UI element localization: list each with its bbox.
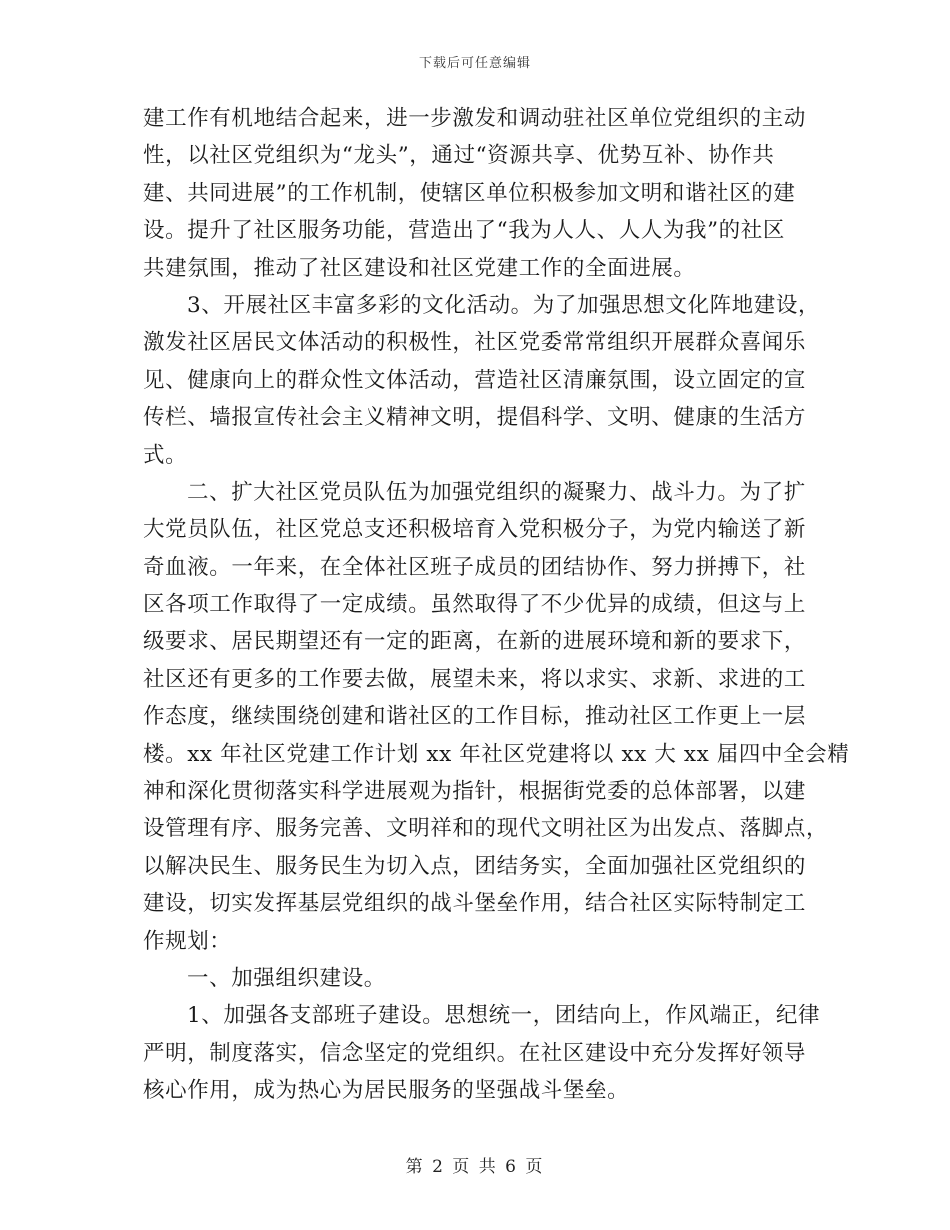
text-line: 共建氛围，推动了社区建设和社区党建工作的全面进展。 [143,255,696,281]
text-line: 区各项工作取得了一定成绩。虽然取得了不少优异的成绩，但这与上 [143,592,807,618]
text-line: 作规划： [143,928,232,954]
text-line: 设。提升了社区服务功能，营造出了“我为人人、人人为我”的社区 [143,218,785,244]
text-line: 大党员队伍，社区党总支还积极培育入党积极分子，为党内输送了新 [143,517,807,543]
page-number: 第 2 页 共 6 页 [405,1157,545,1177]
text-line: 激发社区居民文体活动的积极性，社区党委常常组织开展群众喜闻乐 [143,330,807,356]
paragraph-first-line: 3、开展社区丰富多彩的文化活动。为了加强思想文化阵地建设， [187,292,821,318]
text-line: 严明，制度落实，信念坚定的党组织。在社区建设中充分发挥好领导 [143,1040,807,1066]
text-line: 社区还有更多的工作要去做，展望未来，将以求实、求新、求进的工 [143,666,807,692]
paragraph-first-line: 1、加强各支部班子建设。思想统一，团结向上，作风端正，纪律 [187,1003,821,1029]
document-body [143,100,850,1110]
paragraph-first-line: 一、加强组织建设。 [187,965,386,991]
text-line: 见、健康向上的群众性文体活动，营造社区清廉氛围，设立固定的宣 [143,367,807,393]
text-line: 式。 [143,442,188,468]
text-line: 奇血液。一年来，在全体社区班子成员的团结协作、努力拼搏下，社 [143,554,807,580]
text-line: 级要求、居民期望还有一定的距离，在新的进展环境和新的要求下， [143,629,807,655]
text-line: 以解决民生、服务民生为切入点，团结务实，全面加强社区党组织的 [143,853,807,879]
text-line: 神和深化贯彻落实科学进展观为指针，根据街党委的总体部署，以建 [143,779,807,805]
text-line: 作态度，继续围绕创建和谐社区的工作目标，推动社区工作更上一层 [143,704,807,730]
text-line: 传栏、墙报宣传社会主义精神文明，提倡科学、文明、健康的生活方 [143,405,807,431]
text-line: 建设，切实发挥基层党组织的战斗堡垒作用，结合社区实际特制定工 [143,891,807,917]
text-line: 楼。xx 年社区党建工作计划 xx 年社区党建将以 xx 大 xx 届四中全会精 [143,741,850,767]
text-line: 性，以社区党组织为“龙头”，通过“资源共享、优势互补、协作共 [143,143,775,169]
paragraph-first-line: 二、扩大社区党员队伍为加强党组织的凝聚力、战斗力。为了扩 [187,479,806,505]
text-line: 核心作用，成为热心为居民服务的坚强战斗堡垒。 [143,1078,630,1104]
text-line: 建工作有机地结合起来，进一步激发和调动驻社区单位党组织的主动 [143,106,807,131]
page-header: 下载后可任意编辑 [418,56,531,71]
text-line: 建、共同进展”的工作机制，使辖区单位积极参加文明和谐社区的建 [143,180,796,206]
text-line: 设管理有序、服务完善、文明祥和的现代文明社区为出发点、落脚点， [143,816,829,842]
